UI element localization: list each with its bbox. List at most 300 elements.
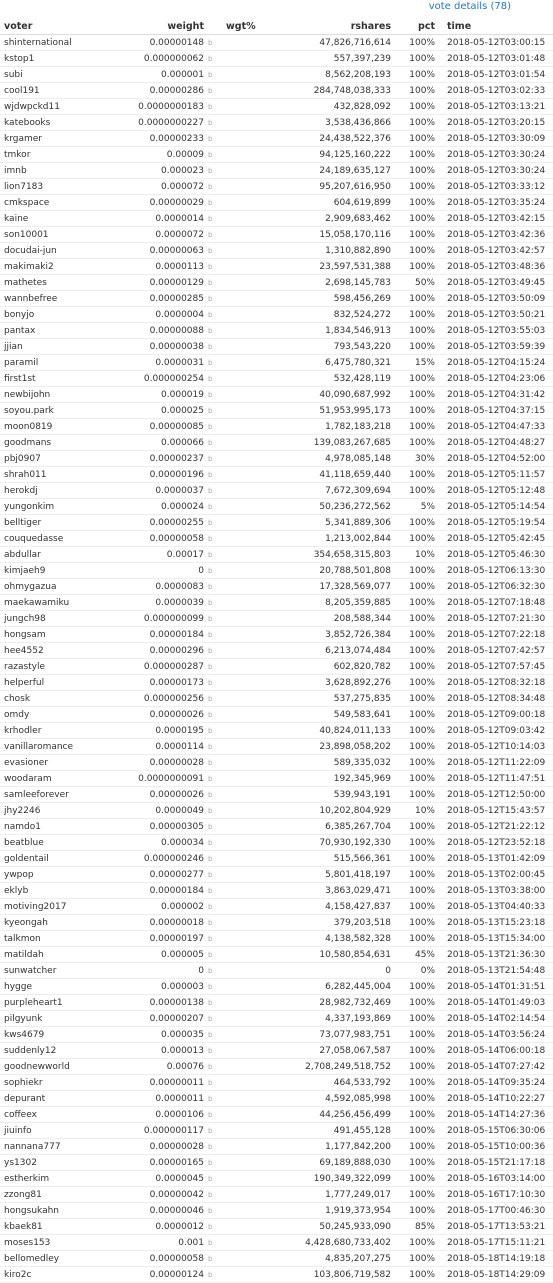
voter-name[interactable]: son10001 [0,227,118,243]
vote-weight: 0.000066 [118,435,206,451]
vote-rshares: 10,580,854,631 [286,947,393,963]
col-voter-header[interactable]: voter [0,18,118,35]
vote-row[interactable] [0,547,553,563]
voter-name[interactable]: docudai-jun [0,243,118,259]
vote-time: 2018-05-13T01:42:09 [437,851,553,867]
voter-name[interactable]: goodmans [0,435,118,451]
voter-name[interactable]: lion7183 [0,179,118,195]
vote-row[interactable] [0,1043,553,1059]
voter-name[interactable]: talkmon [0,931,118,947]
voter-name[interactable]: hee4552 [0,643,118,659]
vote-pct: 100% [393,179,437,195]
voter-name[interactable]: tmkor [0,147,118,163]
vote-wgt-percent [224,723,286,739]
vote-weight: 0.0000195 [118,723,206,739]
voter-name[interactable]: razastyle [0,659,118,675]
vote-time: 2018-05-12T06:32:30 [437,579,553,595]
vote-wgt-percent [224,195,286,211]
vote-row[interactable] [0,1059,553,1075]
vote-row[interactable] [0,579,553,595]
vote-row[interactable] [0,307,553,323]
voter-name[interactable]: depurant [0,1091,118,1107]
vote-pct: 100% [393,115,437,131]
vote-time: 2018-05-12T03:48:36 [437,259,553,275]
voter-name[interactable]: goodnewworld [0,1059,118,1075]
vote-wgt-percent [224,707,286,723]
vote-time: 2018-05-12T12:50:00 [437,787,553,803]
voter-name[interactable]: kws4679 [0,1027,118,1043]
voter-name[interactable]: paramil [0,355,118,371]
vote-wgt-percent [224,291,286,307]
voter-name[interactable]: nannana777 [0,1139,118,1155]
voter-name[interactable]: kimjaeh9 [0,563,118,579]
voter-name[interactable]: motiving2017 [0,899,118,915]
vote-weight: 0.0000000227 [118,115,206,131]
vote-weight: 0.00000184 [118,627,206,643]
voter-name[interactable]: mathetes [0,275,118,291]
vote-weight: 0.000000099 [118,611,206,627]
col-rshares-header[interactable]: rshares [286,18,393,35]
vote-wgt-percent [224,387,286,403]
voter-name[interactable]: estherkim [0,1171,118,1187]
vote-row[interactable] [0,147,553,163]
voter-name[interactable]: evasioner [0,755,118,771]
vote-row[interactable] [0,915,553,931]
vote-row[interactable] [0,83,553,99]
weight-flag-icon: b [206,851,224,867]
vote-weight: 0.00000165 [118,1155,206,1171]
vote-weight: 0.0000004 [118,307,206,323]
vote-row[interactable] [0,291,553,307]
vote-row[interactable] [0,643,553,659]
voter-name[interactable]: pantax [0,323,118,339]
vote-row[interactable] [0,595,553,611]
vote-weight: 0 [118,563,206,579]
vote-weight: 0.00000148 [118,35,206,51]
vote-row[interactable] [0,755,553,771]
vote-rshares: 2,698,145,783 [286,275,393,291]
vote-row[interactable] [0,1091,553,1107]
vote-wgt-percent [224,99,286,115]
vote-weight: 0.000000246 [118,851,206,867]
vote-pct: 100% [393,83,437,99]
vote-row[interactable] [0,739,553,755]
vote-time: 2018-05-16T03:14:00 [437,1171,553,1187]
vote-rshares: 604,619,899 [286,195,393,211]
voter-name[interactable]: kstop1 [0,51,118,67]
vote-time: 2018-05-12T15:43:57 [437,803,553,819]
vote-rshares: 2,909,683,462 [286,211,393,227]
voter-name[interactable]: hongsam [0,627,118,643]
vote-wgt-percent [224,931,286,947]
vote-row[interactable] [0,1123,553,1139]
vote-row[interactable] [0,995,553,1011]
vote-wgt-percent [224,579,286,595]
vote-rshares: 8,562,208,193 [286,67,393,83]
weight-flag-icon: b [206,1203,224,1219]
vote-pct: 100% [393,1059,437,1075]
vote-pct: 100% [393,579,437,595]
weight-flag-icon: b [206,259,224,275]
weight-flag-icon: b [206,115,224,131]
voter-name[interactable]: woodaram [0,771,118,787]
vote-row[interactable] [0,787,553,803]
weight-flag-icon: b [206,99,224,115]
vote-row[interactable] [0,243,553,259]
voter-name[interactable]: ohmygazua [0,579,118,595]
vote-rshares: 537,275,835 [286,691,393,707]
vote-rshares: 4,978,085,148 [286,451,393,467]
vote-row[interactable] [0,771,553,787]
voter-name[interactable]: newbijohn [0,387,118,403]
vote-row[interactable] [0,659,553,675]
vote-wgt-percent [224,339,286,355]
vote-time: 2018-05-12T09:00:18 [437,707,553,723]
vote-pct: 100% [393,531,437,547]
voter-name[interactable]: soyou.park [0,403,118,419]
voter-name[interactable]: kiro2c [0,1267,118,1283]
vote-time: 2018-05-12T04:15:24 [437,355,553,371]
vote-rshares: 532,428,119 [286,371,393,387]
vote-row[interactable] [0,355,553,371]
voter-name[interactable]: first1st [0,371,118,387]
vote-weight: 0.00000042 [118,1187,206,1203]
weight-flag-icon: b [206,51,224,67]
vote-row[interactable] [0,35,553,51]
vote-row[interactable] [0,339,553,355]
vote-weight: 0.0000114 [118,739,206,755]
vote-weight: 0.001 [118,1235,206,1251]
voter-name[interactable]: maekawamiku [0,595,118,611]
voter-name[interactable]: helperful [0,675,118,691]
vote-rshares: 3,628,892,276 [286,675,393,691]
vote-row[interactable] [0,707,553,723]
vote-row[interactable] [0,211,553,227]
vote-row[interactable] [0,99,553,115]
vote-weight: 0.000003 [118,979,206,995]
vote-weight: 0.00000197 [118,931,206,947]
vote-wgt-percent [224,435,286,451]
weight-flag-icon: b [206,707,224,723]
vote-weight: 0.00000207 [118,1011,206,1027]
vote-row[interactable] [0,819,553,835]
vote-rshares: 491,455,128 [286,1123,393,1139]
voter-name[interactable]: bellomedley [0,1251,118,1267]
vote-row[interactable] [0,627,553,643]
voter-name[interactable]: hygge [0,979,118,995]
voter-name[interactable]: shinternational [0,35,118,51]
vote-pct: 100% [393,979,437,995]
vote-rshares: 1,177,842,200 [286,1139,393,1155]
weight-flag-icon: b [206,387,224,403]
vote-pct: 100% [393,1267,437,1283]
voter-name[interactable]: goldentail [0,851,118,867]
vote-wgt-percent [224,611,286,627]
vote-row[interactable] [0,691,553,707]
vote-row[interactable] [0,371,553,387]
voter-name[interactable]: zzong81 [0,1187,118,1203]
vote-row[interactable] [0,835,553,851]
voter-name[interactable]: sophiekr [0,1075,118,1091]
voter-name[interactable]: katebooks [0,115,118,131]
vote-weight: 0.00000184 [118,883,206,899]
weight-flag-icon: b [206,883,224,899]
vote-row[interactable] [0,1235,553,1251]
voter-name[interactable]: shrah011 [0,467,118,483]
vote-wgt-percent [224,419,286,435]
vote-rshares: 602,820,782 [286,659,393,675]
vote-weight: 0.00000029 [118,195,206,211]
voter-name[interactable]: belltiger [0,515,118,531]
voter-name[interactable]: beatblue [0,835,118,851]
vote-row[interactable] [0,1203,553,1219]
vote-pct: 100% [393,467,437,483]
vote-row[interactable] [0,163,553,179]
vote-row[interactable] [0,259,553,275]
vote-time: 2018-05-12T07:21:30 [437,611,553,627]
voter-name[interactable]: jungch98 [0,611,118,627]
vote-row[interactable] [0,1171,553,1187]
vote-row[interactable] [0,195,553,211]
vote-pct: 45% [393,947,437,963]
voter-name[interactable]: moon0819 [0,419,118,435]
voter-name[interactable]: kaine [0,211,118,227]
vote-pct: 100% [393,1235,437,1251]
voter-name[interactable]: cool191 [0,83,118,99]
vote-time: 2018-05-12T03:02:33 [437,83,553,99]
weight-flag-icon: b [206,739,224,755]
vote-row[interactable] [0,1011,553,1027]
vote-row[interactable] [0,227,553,243]
weight-flag-icon: b [206,1123,224,1139]
vote-rshares: 3,852,726,384 [286,627,393,643]
vote-row[interactable] [0,499,553,515]
vote-wgt-percent [224,259,286,275]
vote-weight: 0.000005 [118,947,206,963]
vote-row[interactable] [0,483,553,499]
vote-row[interactable] [0,931,553,947]
vote-row[interactable] [0,275,553,291]
voter-name[interactable]: subi [0,67,118,83]
voter-name[interactable]: pbj0907 [0,451,118,467]
vote-time: 2018-05-12T23:52:18 [437,835,553,851]
vote-row[interactable] [0,67,553,83]
voter-name[interactable]: coffeex [0,1107,118,1123]
voter-name[interactable]: ys1302 [0,1155,118,1171]
vote-row[interactable] [0,467,553,483]
vote-rshares: 27,058,067,587 [286,1043,393,1059]
weight-flag-icon: b [206,131,224,147]
vote-pct: 100% [393,995,437,1011]
vote-pct: 100% [393,563,437,579]
voter-name[interactable]: vanillaromance [0,739,118,755]
vote-weight: 0.000000256 [118,691,206,707]
vote-rshares: 354,658,315,803 [286,547,393,563]
vote-row[interactable] [0,947,553,963]
vote-row[interactable] [0,131,553,147]
vote-weight: 0.00000237 [118,451,206,467]
vote-pct: 100% [393,883,437,899]
vote-time: 2018-05-13T02:00:45 [437,867,553,883]
vote-row[interactable] [0,867,553,883]
vote-pct: 100% [393,211,437,227]
voter-name[interactable]: matildah [0,947,118,963]
col-weight-header[interactable]: weight [118,18,206,35]
vote-wgt-percent [224,211,286,227]
vote-pct: 100% [393,1123,437,1139]
voter-name[interactable]: imnb [0,163,118,179]
vote-row[interactable] [0,963,553,979]
vote-row[interactable] [0,115,553,131]
vote-row[interactable] [0,611,553,627]
voter-name[interactable]: bonyjo [0,307,118,323]
vote-details-link[interactable]: vote details (78) [428,1,511,12]
vote-row[interactable] [0,883,553,899]
vote-time: 2018-05-12T03:42:57 [437,243,553,259]
vote-pct: 5% [393,499,437,515]
weight-flag-icon: b [206,547,224,563]
vote-row[interactable] [0,563,553,579]
weight-flag-icon: b [206,1219,224,1235]
voter-name[interactable]: omdy [0,707,118,723]
voter-name[interactable]: krhodler [0,723,118,739]
voter-name[interactable]: chosk [0,691,118,707]
voter-name[interactable]: moses153 [0,1235,118,1251]
vote-wgt-percent [224,1251,286,1267]
vote-wgt-percent [224,643,286,659]
vote-wgt-percent [224,499,286,515]
voter-name[interactable]: wjdwpckd11 [0,99,118,115]
voter-name[interactable]: sunwatcher [0,963,118,979]
vote-row[interactable] [0,387,553,403]
weight-flag-icon: b [206,323,224,339]
vote-weight: 0.0000000091 [118,771,206,787]
vote-rshares: 1,213,002,844 [286,531,393,547]
weight-flag-icon: b [206,995,224,1011]
vote-weight: 0.00000255 [118,515,206,531]
voter-name[interactable]: krgamer [0,131,118,147]
col-time-header[interactable]: time [437,18,553,35]
vote-row[interactable] [0,1267,553,1283]
vote-time: 2018-05-15T06:30:06 [437,1123,553,1139]
voter-name[interactable]: wannbefree [0,291,118,307]
vote-wgt-percent [224,739,286,755]
voter-name[interactable]: jiuinfo [0,1123,118,1139]
vote-weight: 0.0000049 [118,803,206,819]
vote-row[interactable] [0,1139,553,1155]
voter-name[interactable]: jjian [0,339,118,355]
vote-time: 2018-05-12T04:47:33 [437,419,553,435]
voter-name[interactable]: yungonkim [0,499,118,515]
vote-pct: 100% [393,323,437,339]
vote-wgt-percent [224,115,286,131]
vote-wgt-percent [224,819,286,835]
voter-name[interactable]: abdullar [0,547,118,563]
vote-time: 2018-05-14T01:49:03 [437,995,553,1011]
vote-wgt-percent [224,1043,286,1059]
vote-row[interactable] [0,1187,553,1203]
vote-row[interactable] [0,723,553,739]
vote-row[interactable] [0,803,553,819]
vote-row[interactable] [0,899,553,915]
voter-name[interactable]: kbaek81 [0,1219,118,1235]
vote-wgt-percent [224,691,286,707]
vote-weight: 0.000035 [118,1027,206,1043]
voter-name[interactable]: samleeforever [0,787,118,803]
vote-row[interactable] [0,1155,553,1171]
vote-pct: 100% [393,723,437,739]
vote-pct: 100% [393,1107,437,1123]
vote-rshares: 464,533,792 [286,1075,393,1091]
vote-pct: 100% [393,51,437,67]
col-wgt-header[interactable]: wgt% [224,18,286,35]
vote-wgt-percent [224,1011,286,1027]
voter-name[interactable]: eklyb [0,883,118,899]
voter-name[interactable]: makimaki2 [0,259,118,275]
voter-name[interactable]: purpleheart1 [0,995,118,1011]
vote-rshares: 1,782,183,218 [286,419,393,435]
weight-flag-icon: b [206,1011,224,1027]
voter-name[interactable]: ywpop [0,867,118,883]
vote-row[interactable] [0,675,553,691]
voter-name[interactable]: hongsukahn [0,1203,118,1219]
vote-time: 2018-05-14T10:22:27 [437,1091,553,1107]
vote-wgt-percent [224,867,286,883]
voter-name[interactable]: pilgyunk [0,1011,118,1027]
vote-row[interactable] [0,1251,553,1267]
vote-pct: 100% [393,1075,437,1091]
vote-rshares: 0 [286,963,393,979]
vote-row[interactable] [0,51,553,67]
vote-row[interactable] [0,451,553,467]
vote-pct: 100% [393,1027,437,1043]
vote-row[interactable] [0,851,553,867]
vote-rshares: 69,189,888,030 [286,1155,393,1171]
vote-weight: 0.000023 [118,163,206,179]
col-pct-header[interactable]: pct [393,18,437,35]
vote-row[interactable] [0,531,553,547]
voter-name[interactable]: couquedasse [0,531,118,547]
voter-name[interactable]: namdo1 [0,819,118,835]
vote-row[interactable] [0,1107,553,1123]
vote-time: 2018-05-17T15:11:21 [437,1235,553,1251]
col-flag-header [206,18,224,35]
vote-time: 2018-05-13T21:36:30 [437,947,553,963]
vote-weight: 0.000001 [118,67,206,83]
voter-name[interactable]: kyeongah [0,915,118,931]
vote-row[interactable] [0,1219,553,1235]
vote-row[interactable] [0,419,553,435]
vote-row[interactable] [0,1075,553,1091]
vote-time: 2018-05-12T07:22:18 [437,627,553,643]
vote-row[interactable] [0,403,553,419]
vote-row[interactable] [0,179,553,195]
voter-name[interactable]: suddenly12 [0,1043,118,1059]
vote-row[interactable] [0,1027,553,1043]
vote-row[interactable] [0,979,553,995]
vote-row[interactable] [0,515,553,531]
vote-row[interactable] [0,435,553,451]
vote-time: 2018-05-13T15:34:00 [437,931,553,947]
voter-name[interactable]: jhy2246 [0,803,118,819]
vote-rshares: 73,077,983,751 [286,1027,393,1043]
vote-weight: 0.00000026 [118,787,206,803]
voter-name[interactable]: herokdj [0,483,118,499]
vote-row[interactable] [0,323,553,339]
vote-pct: 100% [393,195,437,211]
vote-weight: 0.000000287 [118,659,206,675]
voter-name[interactable]: cmkspace [0,195,118,211]
